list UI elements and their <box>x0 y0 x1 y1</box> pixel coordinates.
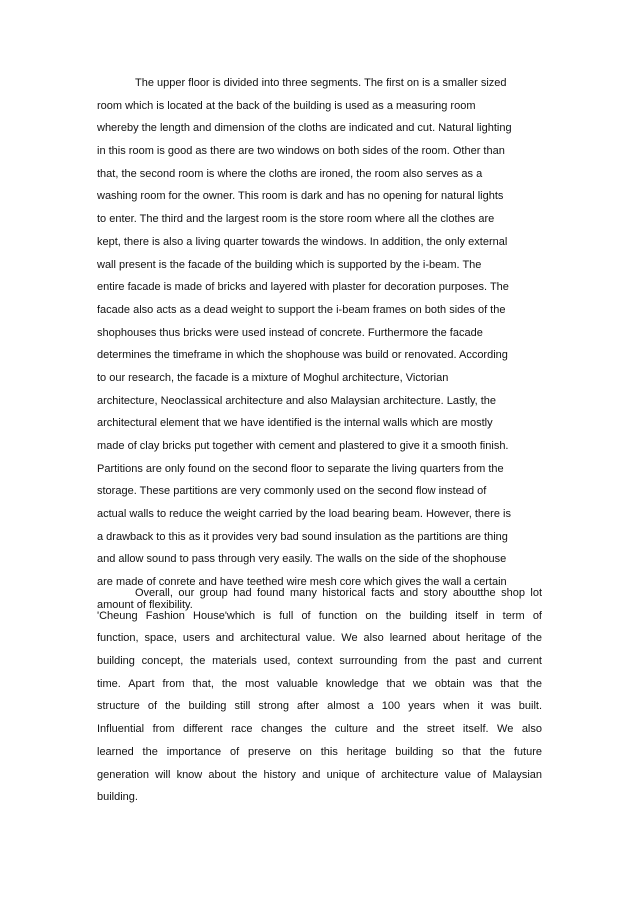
text-line: room which is located at the back of the building is used as a measuring room <box>97 99 476 112</box>
text-line: Overall, our group had found many historical facts and story aboutthe shop lot <box>135 587 542 599</box>
text-line: wall present is the facade of the building which is supported by the i-beam. The <box>97 258 482 271</box>
text-line: to enter. The third and the largest room is the store room where all the clothes are <box>97 213 495 226</box>
text-line: time. Apart from that, the most valuable knowledge that we obtain was that the <box>97 677 542 690</box>
text-line: entire facade is made of bricks and layered with plaster for decoration purposes. The <box>97 281 509 294</box>
text-line: and allow sound to pass through very easily. The walls on the side of the shophouse <box>97 553 507 566</box>
text-line: made of clay bricks put together with cement and plastered to give it a smooth finish. <box>97 440 509 452</box>
text-line: determines the timeframe in which the shophouse was build or renovated. According <box>97 349 508 362</box>
text-line: building concept, the materials used, context surrounding from the past and current <box>97 655 542 668</box>
text-line: that, the second room is where the cloths are ironed, the room also serves as a <box>97 167 483 180</box>
text-line: learned the importance of preserve on this heritage building so that the future <box>97 745 542 758</box>
text-line: Influential from different race changes the culture and the street itself. We also <box>97 723 542 736</box>
text-line: facade also acts as a dead weight to support the i-beam frames on both sides of the <box>97 303 506 316</box>
text-line: kept, there is also a living quarter towards the windows. In addition, the only external <box>97 235 508 248</box>
text-line: function, space, users and architectural value. We also learned about heritage of the <box>97 632 542 645</box>
text-line: whereby the length and dimension of the cloths are indicated and cut. Natural lighting <box>97 122 512 135</box>
text-line: to our research, the facade is a mixture of Moghul architecture, Victorian <box>97 371 449 384</box>
text-line: amount of flexibility. <box>97 598 193 611</box>
text-line: are made of conrete and have teethed wire mesh core which gives the wall a certain <box>97 576 507 589</box>
paragraph-conclusion <box>97 582 542 809</box>
paragraph-architectural-description <box>97 72 542 617</box>
text-line: architecture, Neoclassical architecture and also Malaysian architecture. Lastly, the <box>97 394 497 407</box>
text-line: storage. These partitions are very commonly used on the second flow instead of <box>97 485 487 498</box>
text-line: generation will know about the history and unique of architecture value of Malaysian <box>97 768 542 781</box>
text-line: The upper floor is divided into three segments. The first on is a smaller sized <box>135 77 507 89</box>
text-line: washing room for the owner. This room is dark and has no opening for natural lights <box>97 190 504 203</box>
text-line: structure of the building still strong after almost a 100 years when it was built. <box>97 700 542 713</box>
text-line: 'Cheung Fashion House'which is full of function on the building itself in term of <box>97 609 542 622</box>
text-line: building. <box>97 791 138 804</box>
text-line: a drawback to this as it provides very bad sound insulation as the partitions are thing <box>97 530 508 543</box>
text-line: architectural element that we have identified is the internal walls which are mostly <box>97 417 493 430</box>
text-line: Partitions are only found on the second floor to separate the living quarters from the <box>97 462 504 475</box>
text-line: actual walls to reduce the weight carried by the load bearing beam. However, there is <box>97 508 511 521</box>
text-line: shophouses thus bricks were used instead of concrete. Furthermore the facade <box>97 326 483 339</box>
text-line: in this room is good as there are two windows on both sides of the room. Other than <box>97 145 505 158</box>
